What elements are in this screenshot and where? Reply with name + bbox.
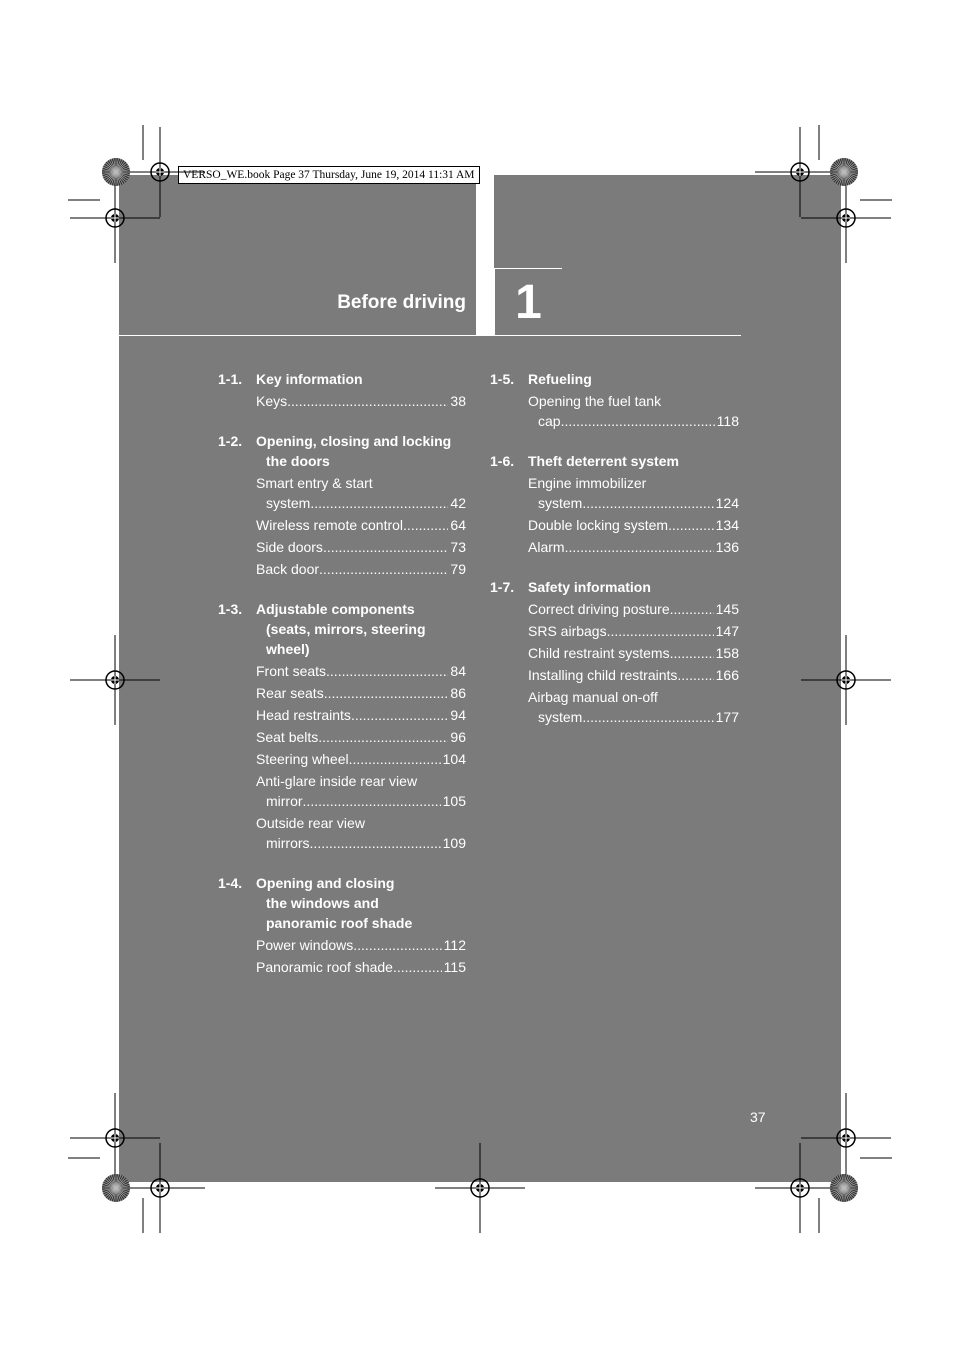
- toc-section-title-line: (seats, mirrors, steering: [266, 621, 426, 637]
- toc-entry-page: 104: [442, 751, 466, 767]
- toc-section-number: 1-2.: [218, 433, 243, 449]
- toc-entry-text: Side doors: [256, 539, 323, 555]
- toc-entry-text: Keys: [256, 393, 288, 409]
- toc-section-number: 1-6.: [490, 453, 515, 469]
- toc-entry-text: Seat belts: [256, 729, 319, 745]
- toc-section-number: 1-4.: [218, 875, 243, 891]
- toc-entry-text: Steering wheel: [256, 751, 349, 767]
- crosshair-mark: [70, 1093, 160, 1183]
- toc-section-title-line: Opening, closing and locking: [256, 433, 452, 449]
- toc-section-number: 1-7.: [490, 579, 515, 595]
- toc-entry-text: Child restraint systems: [528, 645, 670, 661]
- toc-entry-page: 84: [450, 663, 466, 679]
- section-title: Before driving: [337, 292, 466, 313]
- toc-entry-text: Anti-glare inside rear view: [256, 773, 418, 789]
- toc-entry-page: 73: [450, 539, 466, 555]
- toc-entry-text: Engine immobilizer: [528, 475, 647, 491]
- toc-entry-text: mirror: [266, 793, 303, 809]
- toc-section-title-line: the doors: [266, 453, 330, 469]
- toc-section-title-line: Adjustable components: [256, 601, 415, 617]
- toc-entry-page: 79: [450, 561, 466, 577]
- toc-entry-text: Airbag manual on-off: [528, 689, 658, 705]
- toc-entry-text: system: [538, 709, 583, 725]
- starburst-mark: [830, 1174, 858, 1202]
- toc-entry-page: 115: [443, 959, 466, 975]
- crosshair-mark: [801, 173, 891, 263]
- toc-entry-text: Panoramic roof shade: [256, 959, 393, 975]
- toc-entry-page: 96: [450, 729, 466, 745]
- toc-entry-page: 158: [715, 645, 739, 661]
- toc-entry-text: Outside rear view: [256, 815, 365, 831]
- toc-section-number: 1-5.: [490, 371, 515, 387]
- toc-entry-text: mirrors: [266, 835, 310, 851]
- toc-section-title-line: wheel): [266, 641, 310, 657]
- toc-section-number: 1-1.: [218, 371, 243, 387]
- toc-entry-text: Power windows: [256, 937, 354, 953]
- toc-entry-page: 136: [715, 539, 739, 555]
- toc-entry-page: 145: [715, 601, 739, 617]
- toc-section-title-line: Opening and closing: [256, 875, 395, 891]
- toc-section-title-line: Safety information: [528, 579, 651, 595]
- toc-entry-text: Installing child restraints: [528, 667, 678, 683]
- toc-entry-text: system: [266, 495, 311, 511]
- toc-entry-page: 64: [450, 517, 466, 533]
- toc-entry-text: Wireless remote control: [256, 517, 404, 533]
- toc-section-title-line: Refueling: [528, 371, 592, 387]
- toc-entry-text: Back door: [256, 561, 320, 577]
- crosshair-mark: [435, 1143, 525, 1233]
- toc-entry-page: 177: [715, 709, 739, 725]
- toc-entry-page: 112: [443, 937, 466, 953]
- starburst-mark: [830, 158, 858, 186]
- starburst-mark: [102, 1174, 130, 1202]
- toc-entry-page: 166: [715, 667, 739, 683]
- toc-entry-text: Head restraints: [256, 707, 351, 723]
- toc-entry-page: 42: [450, 495, 466, 511]
- toc-entry-page: 105: [442, 793, 466, 809]
- crosshair-mark: [70, 635, 160, 725]
- starburst-mark: [102, 158, 130, 186]
- toc-entry-text: SRS airbags: [528, 623, 607, 639]
- toc-section-number: 1-3.: [218, 601, 243, 617]
- toc-entry-text: cap: [538, 413, 561, 429]
- toc-entry-text: Smart entry & start: [256, 475, 373, 491]
- toc-entry-page: 109: [442, 835, 466, 851]
- toc-entry-text: Rear seats: [256, 685, 324, 701]
- book-stamp: VERSO_WE.book Page 37 Thursday, June 19, 2014 11:31 AM: [178, 166, 480, 184]
- crosshair-mark: [801, 1093, 891, 1183]
- toc-section-title-line: Key information: [256, 371, 363, 387]
- toc-entry-text: Front seats: [256, 663, 327, 679]
- toc-section-title-line: panoramic roof shade: [266, 915, 413, 931]
- crosshair-mark: [801, 635, 891, 725]
- toc-entry-text: Alarm: [528, 539, 565, 555]
- toc-entry-page: 147: [715, 623, 739, 639]
- toc-entry-page: 134: [715, 517, 739, 533]
- toc-entry-text: Correct driving posture: [528, 601, 670, 617]
- toc-entry-page: 38: [450, 393, 466, 409]
- toc-section-title-line: the windows and: [266, 895, 379, 911]
- crosshair-mark: [70, 173, 160, 263]
- toc-entry-text: Double locking system: [528, 517, 669, 533]
- toc-section-title-line: Theft deterrent system: [528, 453, 679, 469]
- toc-entry-text: system: [538, 495, 583, 511]
- toc-entry-page: 86: [450, 685, 466, 701]
- toc-entry-text: Opening the fuel tank: [528, 393, 662, 409]
- toc-entry-page: 124: [715, 495, 739, 511]
- toc-entry-page: 118: [716, 413, 739, 429]
- chapter-number: 1: [515, 276, 542, 329]
- page-number: 37: [750, 1109, 766, 1125]
- toc-entry-page: 94: [450, 707, 466, 723]
